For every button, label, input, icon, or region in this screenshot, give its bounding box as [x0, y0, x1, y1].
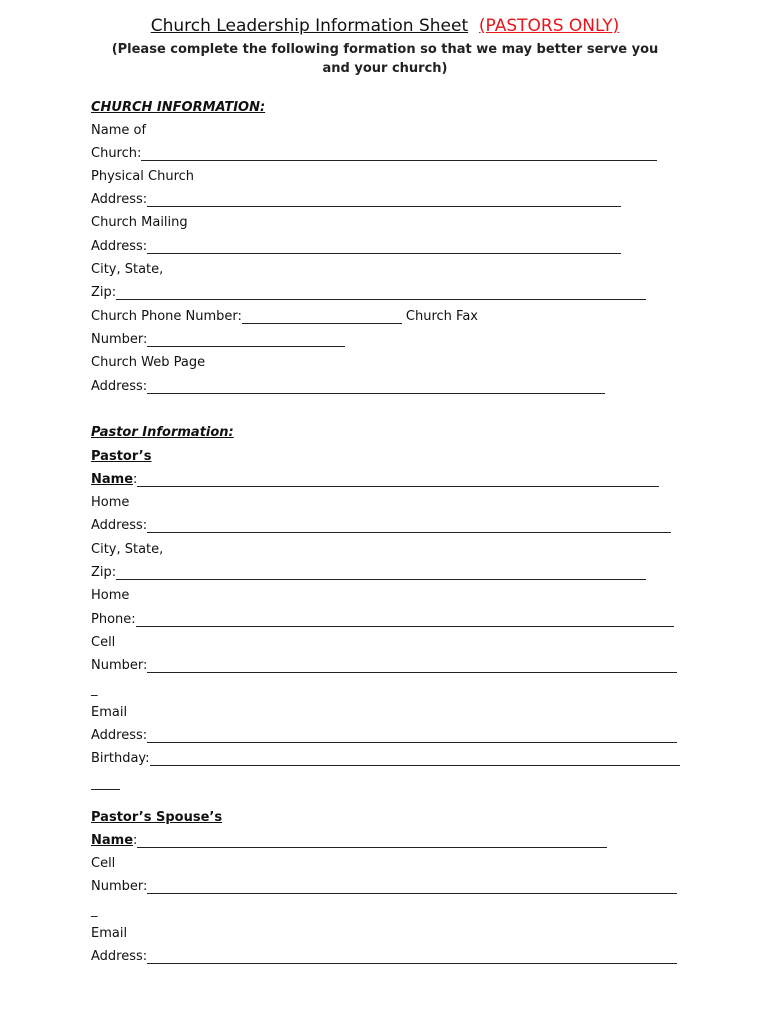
home-address-field[interactable]: Address: [91, 516, 671, 536]
mailing-address-label: Church Mailing [91, 215, 188, 230]
birthday-continuation[interactable] [91, 773, 120, 793]
home-phone-label: Home [91, 588, 130, 603]
home-address-label: Home [91, 495, 130, 510]
home-phone-field[interactable]: Phone: [91, 610, 674, 630]
church-city-label: City, State, [91, 262, 164, 277]
web-page-field[interactable]: Address: [91, 377, 605, 397]
church-fax-blank[interactable] [147, 332, 345, 347]
pastor-email-blank[interactable] [147, 728, 677, 743]
church-name-field[interactable]: Church: [91, 144, 657, 164]
spouse-section-header: Pastor’s Spouse’s [91, 810, 223, 825]
pastor-name-blank[interactable] [137, 472, 659, 487]
church-phone-blank[interactable] [242, 309, 402, 324]
web-page-blank[interactable] [147, 379, 605, 394]
pastor-city-label: City, State, [91, 542, 164, 557]
mailing-address-blank[interactable] [147, 239, 621, 254]
title-main: Church Leadership Information Sheet [150, 16, 469, 36]
pastor-cell-label: Cell [91, 635, 116, 650]
pastor-cell-continuation: _ [91, 682, 98, 697]
pastor-zip-field[interactable]: Zip: [91, 563, 646, 583]
physical-address-field[interactable]: Address: [91, 190, 621, 210]
pastor-name-field[interactable]: Name : [91, 470, 659, 490]
home-phone-blank[interactable] [136, 612, 674, 627]
spouse-name-field[interactable]: Name : [91, 831, 607, 851]
title-tag: (PASTORS ONLY) [478, 16, 620, 36]
birthday-blank-continued[interactable] [91, 775, 120, 790]
pastor-zip-blank[interactable] [116, 565, 646, 580]
birthday-blank[interactable] [150, 751, 680, 766]
home-address-blank[interactable] [147, 518, 671, 533]
pastor-section-header: Pastor Information: [91, 425, 234, 440]
spouse-cell-field[interactable]: Number: [91, 877, 677, 897]
mailing-address-field[interactable]: Address: [91, 237, 621, 257]
church-phone-field[interactable]: Church Phone Number: Church Fax [91, 309, 478, 324]
spouse-email-label: Email [91, 926, 128, 941]
spouse-cell-continuation: _ [91, 903, 98, 918]
pastor-email-field[interactable]: Address: [91, 726, 677, 746]
birthday-field[interactable]: Birthday: [91, 749, 680, 769]
web-page-label: Church Web Page [91, 355, 206, 370]
spouse-email-blank[interactable] [147, 949, 677, 964]
church-fax-field[interactable]: Number: [91, 330, 345, 350]
pastor-email-label: Email [91, 705, 128, 720]
spouse-cell-blank[interactable] [147, 879, 677, 894]
spouse-name-blank[interactable] [137, 833, 607, 848]
spouse-cell-label: Cell [91, 856, 116, 871]
church-zip-field[interactable]: Zip: [91, 283, 646, 303]
pastor-cell-field[interactable]: Number: [91, 656, 677, 676]
physical-address-blank[interactable] [147, 192, 621, 207]
page-title [0, 16, 770, 36]
pastor-name-label: Pastor’s [91, 449, 152, 464]
physical-address-label: Physical Church [91, 169, 195, 184]
church-name-blank[interactable] [141, 146, 657, 161]
spouse-email-field[interactable]: Address: [91, 947, 677, 967]
church-zip-blank[interactable] [116, 285, 646, 300]
page-subtitle: (Please complete the following formation so that we may better serve you and your church) [111, 42, 659, 76]
pastor-cell-blank[interactable] [147, 658, 677, 673]
church-section-header: CHURCH INFORMATION: [91, 100, 266, 115]
church-name-label: Name of [91, 123, 147, 138]
